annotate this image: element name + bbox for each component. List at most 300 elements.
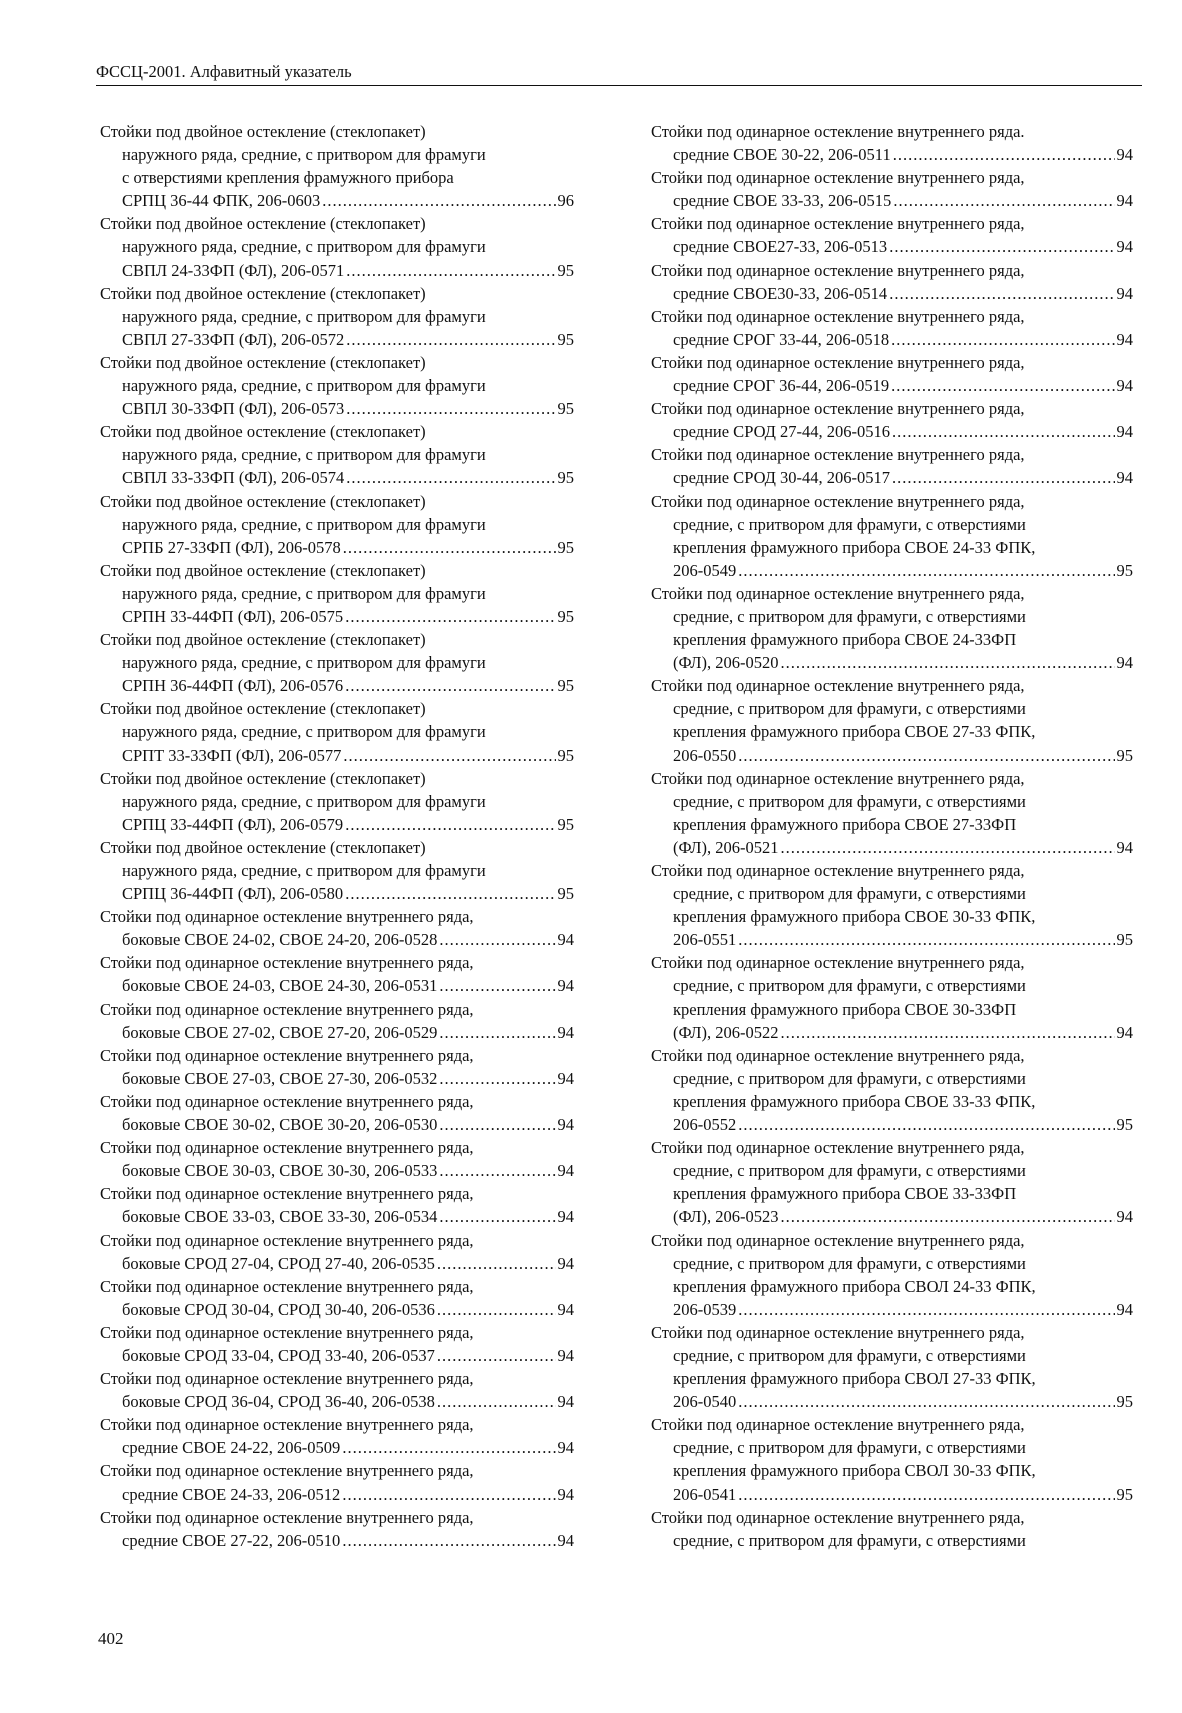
dot-leader — [437, 1344, 556, 1367]
index-entry-line — [651, 1298, 1133, 1321]
index-entry-line — [651, 559, 1133, 582]
index-entry-line — [100, 189, 574, 212]
index-entry — [651, 443, 1133, 489]
dot-leader — [780, 836, 1114, 859]
index-entry-text: средние СРОГ 36-44, 206-0519 — [673, 376, 890, 396]
index-entry — [100, 1229, 574, 1275]
index-entry — [651, 859, 1133, 951]
dot-leader — [342, 1436, 555, 1459]
dot-leader — [439, 1021, 555, 1044]
index-entry — [100, 282, 574, 351]
index-entry-line — [100, 1529, 574, 1552]
dot-leader — [342, 1483, 555, 1506]
index-entry-line — [100, 1113, 574, 1136]
page-number: 402 — [98, 1629, 124, 1648]
index-entry-line — [100, 1159, 574, 1182]
index-entry-page: 94 — [557, 1345, 574, 1365]
index-entry-line: Стойки под одинарное остекление внутреннего ряда, — [651, 768, 1025, 788]
index-entry-line: Стойки под одинарное остекление внутреннего ряда, — [651, 260, 1025, 280]
dot-leader — [738, 559, 1114, 582]
index-entry-line: средние, с притвором для фрамуги, с отверстиями — [673, 791, 1026, 811]
index-entry-line: Стойки под одинарное остекление внутреннего ряда, — [651, 399, 1025, 419]
index-entry-text: 206-0539 — [673, 1299, 737, 1319]
dot-leader — [439, 928, 555, 951]
index-entry-page: 94 — [1116, 145, 1133, 165]
index-entry-line — [100, 397, 574, 420]
dot-leader — [738, 1483, 1114, 1506]
index-entry-text: боковые СРОД 30-04, СРОД 30-40, 206-0536 — [122, 1299, 435, 1319]
index-entry-page: 94 — [1116, 653, 1133, 673]
index-entry-line — [100, 1483, 574, 1506]
index-entry — [651, 490, 1133, 582]
dot-leader — [439, 1159, 555, 1182]
index-entry-page: 94 — [557, 976, 574, 996]
index-entry-text: боковые СВОЕ 24-02, СВОЕ 24-20, 206-0528 — [122, 930, 438, 950]
index-entry — [100, 1136, 574, 1182]
dot-leader — [343, 536, 556, 559]
index-entry-line — [651, 1483, 1133, 1506]
index-entry-line: Стойки под одинарное остекление внутреннего ряда, — [100, 1138, 474, 1158]
index-entry-text: (ФЛ), 206-0523 — [673, 1207, 779, 1227]
index-entry-line — [651, 1205, 1133, 1228]
index-entry — [651, 212, 1133, 258]
index-entry-line — [651, 466, 1133, 489]
index-entry-text: средние СВОЕ27-33, 206-0513 — [673, 237, 888, 257]
index-entry-page: 95 — [1116, 560, 1133, 580]
index-entry-line: Стойки под одинарное остекление внутреннего ряда, — [651, 491, 1025, 511]
index-entry — [100, 212, 574, 281]
index-entry-text: 206-0540 — [673, 1392, 737, 1412]
dot-leader — [439, 1067, 555, 1090]
dot-leader — [439, 1113, 555, 1136]
dot-leader — [738, 1113, 1114, 1136]
index-entry-line: Стойки под одинарное остекление внутреннего ряда, — [651, 953, 1025, 973]
index-entry-line: крепления фрамужного прибора СВОЕ 24-33ФП — [673, 630, 1017, 650]
index-entry — [100, 836, 574, 905]
index-entry-text: боковые СРОД 27-04, СРОД 27-40, 206-0535 — [122, 1253, 435, 1273]
index-entry-line: Стойки под одинарное остекление внутреннего ряда, — [100, 1091, 474, 1111]
index-entry-line — [100, 466, 574, 489]
index-entry-line: наружного ряда, средние, с притвором для фрамуги — [122, 145, 486, 165]
index-entry-text: 206-0541 — [673, 1484, 737, 1504]
index-entry-page: 94 — [557, 1438, 574, 1458]
index-entry-line — [651, 189, 1133, 212]
index-entry-line: наружного ряда, средние, с притвором для фрамуги — [122, 306, 486, 326]
index-entry-page: 95 — [1116, 930, 1133, 950]
index-entry-line: Стойки под одинарное остекление внутреннего ряда, — [100, 1276, 474, 1296]
index-entry-text: боковые СРОД 36-04, СРОД 36-40, 206-0538 — [122, 1392, 435, 1412]
index-entry-line — [100, 1205, 574, 1228]
index-entry-page: 94 — [557, 1392, 574, 1412]
index-entry-page: 94 — [557, 1299, 574, 1319]
index-entry-line: средние, с притвором для фрамуги, с отверстиями — [673, 699, 1026, 719]
index-entry-line: крепления фрамужного прибора СВОЕ 33-33 ФПК, — [673, 1091, 1036, 1111]
index-entry-line — [100, 1390, 574, 1413]
index-entry-line: средние, с притвором для фрамуги, с отверстиями — [673, 514, 1026, 534]
index-entry-line: Стойки под одинарное остекление внутреннего ряда, — [100, 1230, 474, 1250]
index-entry-line — [100, 1344, 574, 1367]
dot-leader — [780, 651, 1114, 674]
dot-leader — [345, 674, 555, 697]
index-entry-text: средние СВОЕ 24-22, 206-0509 — [122, 1438, 341, 1458]
index-entry-line: Стойки под одинарное остекление внутреннего ряда, — [651, 214, 1025, 234]
dot-leader — [346, 466, 555, 489]
index-entry-line — [100, 974, 574, 997]
index-entry-line: Стойки под одинарное остекление внутреннего ряда, — [100, 1461, 474, 1481]
index-entry — [100, 1090, 574, 1136]
index-entry-page: 95 — [557, 745, 574, 765]
index-entry-line: Стойки под двойное остекление (стеклопакет) — [100, 422, 426, 442]
index-entry-line: Стойки под одинарное остекление внутреннего ряда, — [651, 1230, 1025, 1250]
index-entry-page: 95 — [557, 468, 574, 488]
index-entry-text: СРПБ 27-33ФП (ФЛ), 206-0578 — [122, 537, 341, 557]
index-entry-line: крепления фрамужного прибора СВОЕ 27-33ФП — [673, 814, 1017, 834]
dot-leader — [780, 1205, 1114, 1228]
index-entry-line: Стойки под одинарное остекление внутреннего ряда, — [651, 583, 1025, 603]
index-entry-line: средние, с притвором для фрамуги, с отверстиями — [673, 884, 1026, 904]
index-entry-line: средние, с притвором для фрамуги, с отверстиями — [673, 1438, 1026, 1458]
index-entry — [100, 628, 574, 697]
index-entry-page: 94 — [1116, 837, 1133, 857]
index-entry-page: 95 — [557, 537, 574, 557]
index-entry-page: 94 — [557, 1207, 574, 1227]
index-entry-line — [651, 928, 1133, 951]
index-entry — [651, 351, 1133, 397]
dot-leader — [889, 282, 1114, 305]
index-entry-line: крепления фрамужного прибора СВОЕ 24-33 ФПК, — [673, 537, 1036, 557]
index-entry-text: средние СВОЕ30-33, 206-0514 — [673, 283, 888, 303]
index-entry-page: 95 — [557, 329, 574, 349]
dot-leader — [738, 1390, 1114, 1413]
index-entry-line — [651, 1021, 1133, 1044]
index-entry-text: средние СРОД 30-44, 206-0517 — [673, 468, 891, 488]
index-entry — [651, 951, 1133, 1043]
index-entry — [100, 1321, 574, 1367]
index-entry-line: Стойки под одинарное остекление внутреннего ряда, — [100, 1045, 474, 1065]
index-entry-line: Стойки под одинарное остекление внутреннего ряда, — [651, 1138, 1025, 1158]
index-entry-line: Стойки под одинарное остекление внутреннего ряда, — [100, 1322, 474, 1342]
dot-leader — [738, 928, 1114, 951]
index-entry-line: Стойки под одинарное остекление внутреннего ряда, — [100, 1184, 474, 1204]
index-entry-page: 94 — [1116, 1299, 1133, 1319]
dot-leader — [738, 744, 1114, 767]
index-entry-text: средние СВОЕ 33-33, 206-0515 — [673, 191, 892, 211]
dot-leader — [346, 328, 555, 351]
index-entry — [651, 166, 1133, 212]
index-entry-line: Стойки под одинарное остекление внутреннего ряда, — [651, 352, 1025, 372]
index-entry — [651, 582, 1133, 674]
index-entry-page: 94 — [1116, 376, 1133, 396]
index-entry — [100, 1459, 574, 1505]
dot-leader — [343, 744, 555, 767]
index-entry-text: боковые СРОД 33-04, СРОД 33-40, 206-0537 — [122, 1345, 435, 1365]
index-entry-text: 206-0549 — [673, 560, 737, 580]
index-entry-line: Стойки под двойное остекление (стеклопакет) — [100, 122, 426, 141]
index-entry-text: боковые СВОЕ 27-03, СВОЕ 27-30, 206-0532 — [122, 1068, 438, 1088]
index-entry-line: средние, с притвором для фрамуги, с отверстиями — [673, 1345, 1026, 1365]
index-entry-line: Стойки под одинарное остекление внутреннего ряда, — [651, 445, 1025, 465]
index-entry-line: Стойки под двойное остекление (стеклопакет) — [100, 283, 426, 303]
dot-leader — [893, 143, 1115, 166]
index-entry-line: Стойки под одинарное остекление внутреннего ряда, — [100, 1507, 474, 1527]
index-entry — [100, 351, 574, 420]
index-entry-text: средние СРОД 27-44, 206-0516 — [673, 422, 891, 442]
index-entry-text: средние СВОЕ 30-22, 206-0511 — [673, 145, 891, 165]
dot-leader — [322, 189, 555, 212]
page-header — [96, 60, 1142, 86]
index-entry — [100, 559, 574, 628]
dot-leader — [345, 605, 555, 628]
index-entry-line — [651, 235, 1133, 258]
index-entry — [100, 1275, 574, 1321]
index-entry-text: (ФЛ), 206-0521 — [673, 837, 779, 857]
index-entry-page: 94 — [557, 1161, 574, 1181]
index-entry-line — [100, 882, 574, 905]
index-entry-text: 206-0550 — [673, 745, 737, 765]
index-entry — [100, 1367, 574, 1413]
index-entry-line — [651, 836, 1133, 859]
index-entry-text: 206-0551 — [673, 930, 737, 950]
index-entry — [651, 674, 1133, 766]
index-entry-line — [100, 744, 574, 767]
index-entry-text: СВПЛ 33-33ФП (ФЛ), 206-0574 — [122, 468, 345, 488]
index-entry — [651, 397, 1133, 443]
index-entry-line: Стойки под одинарное остекление внутреннего ряда, — [651, 1322, 1025, 1342]
index-entry-line: наружного ряда, средние, с притвором для фрамуги — [122, 445, 486, 465]
dot-leader — [346, 259, 555, 282]
index-entry-line: Стойки под одинарное остекление внутреннего ряда, — [651, 168, 1025, 188]
index-entry — [651, 1044, 1133, 1136]
index-entry-page: 95 — [1116, 745, 1133, 765]
index-entry-line: Стойки под одинарное остекление внутреннего ряда, — [651, 306, 1025, 326]
index-entry-line: Стойки под двойное остекление (стеклопакет) — [100, 837, 426, 857]
index-entry-line: Стойки под одинарное остекление внутреннего ряда, — [651, 676, 1025, 696]
index-entry-text: средние СВОЕ 24-33, 206-0512 — [122, 1484, 341, 1504]
dot-leader — [437, 1298, 556, 1321]
index-entry-text: средние СВОЕ 27-22, 206-0510 — [122, 1530, 341, 1550]
dot-leader — [439, 1205, 555, 1228]
index-entry-line: Стойки под одинарное остекление внутреннего ряда, — [651, 861, 1025, 880]
page-header-title: ФССЦ-2001. Алфавитный указатель — [96, 62, 352, 81]
index-entry-line: Стойки под одинарное остекление внутреннего ряда, — [651, 1415, 1025, 1435]
index-entry — [100, 1182, 574, 1228]
dot-leader — [437, 1252, 556, 1275]
index-entry-line: Стойки под одинарное остекление внутреннего ряда, — [100, 953, 474, 973]
index-entry-line: Стойки под двойное остекление (стеклопакет) — [100, 560, 426, 580]
index-entry-page: 95 — [557, 884, 574, 904]
index-entry-page: 94 — [557, 1068, 574, 1088]
index-entry-page: 94 — [1116, 1207, 1133, 1227]
index-entry-page: 94 — [557, 1022, 574, 1042]
index-entry-line: наружного ряда, средние, с притвором для фрамуги — [122, 237, 486, 257]
index-entry-line: наружного ряда, средние, с притвором для фрамуги — [122, 722, 486, 742]
index-entry-line: наружного ряда, средние, с притвором для фрамуги — [122, 376, 486, 396]
index-entry-page: 94 — [1116, 191, 1133, 211]
index-entry — [100, 697, 574, 766]
index-entry-page: 94 — [1116, 329, 1133, 349]
index-entry-line — [100, 928, 574, 951]
index-entry-page: 95 — [557, 399, 574, 419]
index-entry-line: средние, с притвором для фрамуги, с отверстиями — [673, 1253, 1026, 1273]
index-entry-text: СВПЛ 30-33ФП (ФЛ), 206-0573 — [122, 399, 345, 419]
index-entry-line: Стойки под одинарное остекление внутреннего ряда, — [651, 1045, 1025, 1065]
index-entry-text: боковые СВОЕ 24-03, СВОЕ 24-30, 206-0531 — [122, 976, 438, 996]
index-entry-line: Стойки под двойное остекление (стеклопакет) — [100, 630, 426, 650]
index-entry-line — [651, 374, 1133, 397]
index-entry-page: 96 — [557, 191, 574, 211]
dot-leader — [345, 882, 555, 905]
index-entry-page: 94 — [1116, 283, 1133, 303]
index-entry-line: наружного ряда, средние, с притвором для фрамуги — [122, 791, 486, 811]
index-entry-line — [100, 1021, 574, 1044]
dot-leader — [893, 189, 1114, 212]
index-entry-line: Стойки под одинарное остекление внутреннего ряда, — [100, 907, 474, 927]
index-entry-line — [100, 536, 574, 559]
index-entry-line: Стойки под одинарное остекление внутреннего ряда. — [651, 122, 1025, 141]
index-entry-line — [100, 605, 574, 628]
index-entry — [651, 1229, 1133, 1321]
index-entry — [651, 1413, 1133, 1505]
index-entry-line: наружного ряда, средние, с притвором для фрамуги — [122, 583, 486, 603]
index-entry-page: 94 — [1116, 422, 1133, 442]
index-entry-line — [651, 282, 1133, 305]
index-entry-page: 95 — [557, 606, 574, 626]
dot-leader — [891, 328, 1114, 351]
dot-leader — [437, 1390, 556, 1413]
index-entry-text: СВПЛ 27-33ФП (ФЛ), 206-0572 — [122, 329, 345, 349]
index-entry-page: 94 — [1116, 1022, 1133, 1042]
index-entry-line — [100, 1298, 574, 1321]
index-entry-line: крепления фрамужного прибора СВОЕ 30-33ФП — [673, 999, 1017, 1019]
index-entry-text: СРПТ 33-33ФП (ФЛ), 206-0577 — [122, 745, 342, 765]
dot-leader — [780, 1021, 1114, 1044]
index-entry-line: крепления фрамужного прибора СВОЛ 30-33 ФПК, — [673, 1461, 1036, 1481]
index-entry — [100, 120, 574, 212]
index-entry-line: средние, с притвором для фрамуги, с отверстиями — [673, 606, 1026, 626]
index-entry — [100, 951, 574, 997]
index-entry-line — [651, 143, 1133, 166]
index-entry-text: (ФЛ), 206-0522 — [673, 1022, 779, 1042]
index-entry-line: крепления фрамужного прибора СВОЕ 27-33 ФПК, — [673, 722, 1036, 742]
index-entry-text: (ФЛ), 206-0520 — [673, 653, 779, 673]
dot-leader — [439, 974, 555, 997]
index-entry-line — [651, 1390, 1133, 1413]
index-entry-line — [651, 420, 1133, 443]
index-entry-line — [100, 1252, 574, 1275]
index-entry-line: Стойки под двойное остекление (стеклопакет) — [100, 491, 426, 511]
index-column-right — [651, 120, 1133, 1552]
index-entry — [100, 905, 574, 951]
index-entry-page: 94 — [557, 1115, 574, 1135]
index-entry — [651, 259, 1133, 305]
index-entry-page: 95 — [557, 676, 574, 696]
index-entry-line — [651, 744, 1133, 767]
index-entry-page: 94 — [557, 1484, 574, 1504]
dot-leader — [891, 374, 1114, 397]
index-entry-line — [100, 328, 574, 351]
index-entry-line — [100, 1067, 574, 1090]
index-entry-page: 94 — [1116, 237, 1133, 257]
index-entry-text: боковые СВОЕ 30-03, СВОЕ 30-30, 206-0533 — [122, 1161, 438, 1181]
index-entry-line: Стойки под двойное остекление (стеклопакет) — [100, 768, 426, 788]
dot-leader — [889, 235, 1114, 258]
index-entry-line — [100, 259, 574, 282]
index-entry — [651, 120, 1133, 166]
index-entry-line: наружного ряда, средние, с притвором для фрамуги — [122, 861, 486, 880]
index-entry — [100, 767, 574, 836]
index-entry-line: Стойки под одинарное остекление внутреннего ряда, — [100, 1369, 474, 1389]
index-entry-line — [651, 1113, 1133, 1136]
index-entry-line — [100, 674, 574, 697]
index-entry-line: средние, с притвором для фрамуги, с отверстиями — [673, 1161, 1026, 1181]
index-entry-text: СВПЛ 24-33ФП (ФЛ), 206-0571 — [122, 260, 345, 280]
index-entry-line: Стойки под одинарное остекление внутреннего ряда, — [100, 1415, 474, 1435]
dot-leader — [345, 813, 555, 836]
index-entry-line: Стойки под двойное остекление (стеклопакет) — [100, 699, 426, 719]
dot-leader — [738, 1298, 1114, 1321]
index-entry — [100, 1413, 574, 1459]
index-entry-line: Стойки под одинарное остекление внутреннего ряда, — [100, 999, 474, 1019]
index-entry — [100, 490, 574, 559]
index-entry — [100, 998, 574, 1044]
index-entry — [651, 767, 1133, 859]
index-entry-line: с отверстиями крепления фрамужного прибора — [122, 168, 454, 188]
index-entry-page: 95 — [1116, 1115, 1133, 1135]
dot-leader — [892, 420, 1114, 443]
index-entry-page: 95 — [1116, 1484, 1133, 1504]
index-entry-text: СРПН 36-44ФП (ФЛ), 206-0576 — [122, 676, 344, 696]
index-entry-line: Стойки под одинарное остекление внутреннего ряда, — [651, 1507, 1025, 1527]
index-entry — [651, 1321, 1133, 1413]
index-entry — [100, 420, 574, 489]
index-entry-text: боковые СВОЕ 27-02, СВОЕ 27-20, 206-0529 — [122, 1022, 438, 1042]
index-entry-text: 206-0552 — [673, 1115, 737, 1135]
index-entry-line — [651, 328, 1133, 351]
index-entry-line: Стойки под двойное остекление (стеклопакет) — [100, 214, 426, 234]
index-entry-line: наружного ряда, средние, с притвором для фрамуги — [122, 653, 486, 673]
index-entry-page: 94 — [557, 1530, 574, 1550]
index-entry — [651, 1136, 1133, 1228]
dot-leader — [346, 397, 555, 420]
index-entry-page: 94 — [557, 930, 574, 950]
index-entry-line: средние, с притвором для фрамуги, с отверстиями — [673, 1530, 1026, 1550]
dot-leader — [892, 466, 1114, 489]
index-entry-line: крепления фрамужного прибора СВОЛ 27-33 ФПК, — [673, 1369, 1036, 1389]
index-entry-line — [651, 651, 1133, 674]
index-entry-page: 95 — [557, 814, 574, 834]
index-entry-line: Стойки под двойное остекление (стеклопакет) — [100, 352, 426, 372]
index-entry-line: крепления фрамужного прибора СВОЛ 24-33 ФПК, — [673, 1276, 1036, 1296]
index-column-left — [100, 120, 574, 1552]
index-entry-text: боковые СВОЕ 30-02, СВОЕ 30-20, 206-0530 — [122, 1115, 438, 1135]
index-entry-page: 95 — [557, 260, 574, 280]
index-entry-line: средние, с притвором для фрамуги, с отверстиями — [673, 976, 1026, 996]
index-entry-text: СРПЦ 36-44ФП (ФЛ), 206-0580 — [122, 884, 344, 904]
index-entry — [100, 1044, 574, 1090]
index-entry-text: боковые СВОЕ 33-03, СВОЕ 33-30, 206-0534 — [122, 1207, 438, 1227]
index-entry-text: СРПЦ 33-44ФП (ФЛ), 206-0579 — [122, 814, 344, 834]
dot-leader — [342, 1529, 555, 1552]
index-entry-text: СРПЦ 36-44 ФПК, 206-0603 — [122, 191, 321, 211]
index-entry-text: средние СРОГ 33-44, 206-0518 — [673, 329, 890, 349]
index-entry — [651, 305, 1133, 351]
index-entry-line: наружного ряда, средние, с притвором для фрамуги — [122, 514, 486, 534]
index-entry-page: 95 — [1116, 1392, 1133, 1412]
index-entry — [100, 1506, 574, 1552]
index-entry-line: крепления фрамужного прибора СВОЕ 33-33ФП — [673, 1184, 1017, 1204]
index-entry-text: СРПН 33-44ФП (ФЛ), 206-0575 — [122, 606, 344, 626]
index-entry-line — [100, 813, 574, 836]
